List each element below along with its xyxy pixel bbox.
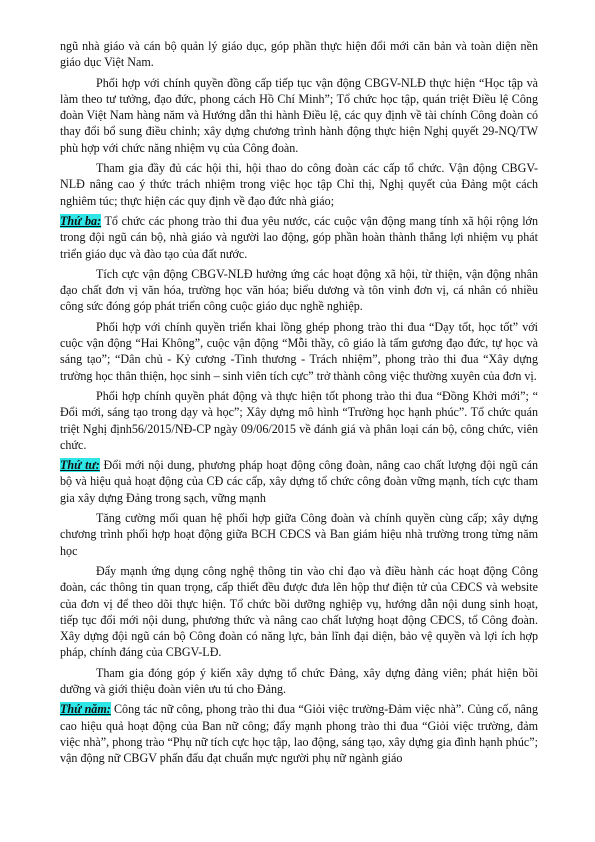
paragraph: Đẩy mạnh ứng dụng công nghệ thông tin vào chỉ đạo và điều hành các hoạt động Công đoàn, các thông tin quan trọng, cấp thiết đều được đưa lên hộp thư điện tử của CĐCS và website của đơn vị để theo dõi thực hiện. Tổ chức bồi dưỡng nghiệp vụ, hướng dẫn nội dung sinh hoạt, tiếp tục đổi mới nội dung, phương thức và nâng cao chất lượng hoạt động CĐCS, tổ Công đoàn. Xây dựng đội ngũ cán bộ Công đoàn có năng lực, bản lĩnh đại diện, bảo vệ quyền và lợi ích hợp pháp, chính đáng của CBGV-LĐ.	[60, 563, 538, 660]
paragraph-text: Tổ chức các phong trào thi đua yêu nước, các cuộc vận động mang tính xã hội rộng lớn trong đội ngũ cán bộ, nhà giáo và người lao động, góp phần hoàn thành thắng lợi nhiệm vụ phát triển giáo dục và đào tạo của đất nước.	[60, 213, 538, 261]
section-label: Thứ ba:	[60, 213, 102, 228]
paragraph: Tích cực vận động CBGV-NLĐ hưởng ứng các hoạt động xã hội, từ thiện, vận động nhân đạo chất đơn vị văn hóa, trường học văn hóa; biểu dương và tôn vinh đơn vị, cá nhân có nhiều công sức đóng góp phát triển công cuộc giáo dục nghề nghiệp.	[60, 266, 538, 314]
paragraph: Tham gia đầy đủ các hội thi, hội thao do công đoàn các cấp tổ chức. Vận động CBGV-NLĐ nâng cao ý thức trách nhiệm trong việc học tập Chỉ thị, Nghị quyết của Đảng một cách nghiêm túc; thực hiện các quy định về đạo đức nhà giáo;	[60, 161, 538, 208]
paragraph-thu-ba	[60, 213, 538, 262]
paragraph: Phối hợp với chính quyền đồng cấp tiếp tục vận động CBGV-NLĐ thực hiện “Học tập và làm theo tư tưởng, đạo đức, phong cách Hồ Chí Minh”; Tổ chức học tập, quán triệt Điều lệ Công đoàn Việt Nam hàng năm và Hướng dẫn thi hành Điều lệ, các quy định về tài chính Công đoàn có thay đổi bổ sung điều chỉnh; xây dựng chương trình hành động thực hiện Nghị quyết 29-NQ/TW phù hợp với chức năng nhiệm vụ của Công đoàn.	[60, 75, 538, 155]
section-label: Thứ tư:	[60, 458, 100, 473]
paragraph-thu-nam	[60, 701, 538, 766]
paragraph: Phối hợp với chính quyền triển khai lồng ghép phong trào thi đua “Dạy tốt, học tốt” với cuộc vận động “Hai Không”, cuộc vận động “Mỗi thầy, cô giáo là tấm gương đạo đức, tự học và sáng tạo”; “Dân chủ - Kỷ cương -Tình thương - Trách nhiệm”, phong trào thi đua “Xây dựng trường học thân thiện, học sinh – sinh viên tích cực” trở thành công việc thường xuyên của đơn vị.	[60, 319, 538, 383]
paragraph: Phối hợp chính quyền phát động và thực hiện tốt phong trào thi đua “Đồng Khởi mới”; “ Đổi mới, sáng tạo trong dạy và học”; Xây dựng mô hình “Trường học hạnh phúc”. Tổ chức quán triệt Nghị định56/2015/NĐ-CP ngày 09/06/2015 về đánh giá và phân loại cán bộ, công chức, viên chức.	[60, 388, 538, 452]
paragraph: Tham gia đóng góp ý kiến xây dựng tổ chức Đảng, xây dựng đảng viên; phát hiện bồi dưỡng và giới thiệu đoàn viên ưu tú cho Đảng.	[60, 665, 538, 696]
paragraph: Tăng cường mối quan hệ phối hợp giữa Công đoàn và chính quyền cùng cấp; xây dựng chương trình phối hợp hoạt động giữa BCH CĐCS và Ban giám hiệu nhà trường trong từng năm học	[60, 511, 538, 558]
paragraph: ngũ nhà giáo và cán bộ quản lý giáo dục, góp phần thực hiện đổi mới căn bản và toàn diện nền giáo dục Việt Nam.	[60, 39, 538, 70]
paragraph-text: Công tác nữ công, phong trào thi đua “Giỏi việc trường-Đảm việc nhà”. Củng cố, nâng cao hiệu quả hoạt động của Ban nữ công; đẩy mạnh phong trào thi đua “Giỏi việc trường, đảm việc nhà”, phong trào “Phụ nữ tích cực học tập, lao động, sáng tạo, xây dựng gia đình hạnh phúc”; vận động nữ CBGV phấn đấu đạt chuẩn mực người phụ nữ ngành giáo	[60, 702, 538, 766]
paragraph-thu-tu	[60, 457, 538, 506]
paragraph-text: Đổi mới nội dung, phương pháp hoạt động công đoàn, nâng cao chất lượng đội ngũ cán bộ và hiệu quả hoạt động của CĐ các cấp, xây dựng tổ chức công đoàn vững mạnh, tích cực tham gia xây dựng Đảng trong sạch, vững mạnh	[60, 458, 539, 505]
document-body	[60, 38, 538, 770]
section-label: Thứ năm:	[60, 702, 111, 717]
